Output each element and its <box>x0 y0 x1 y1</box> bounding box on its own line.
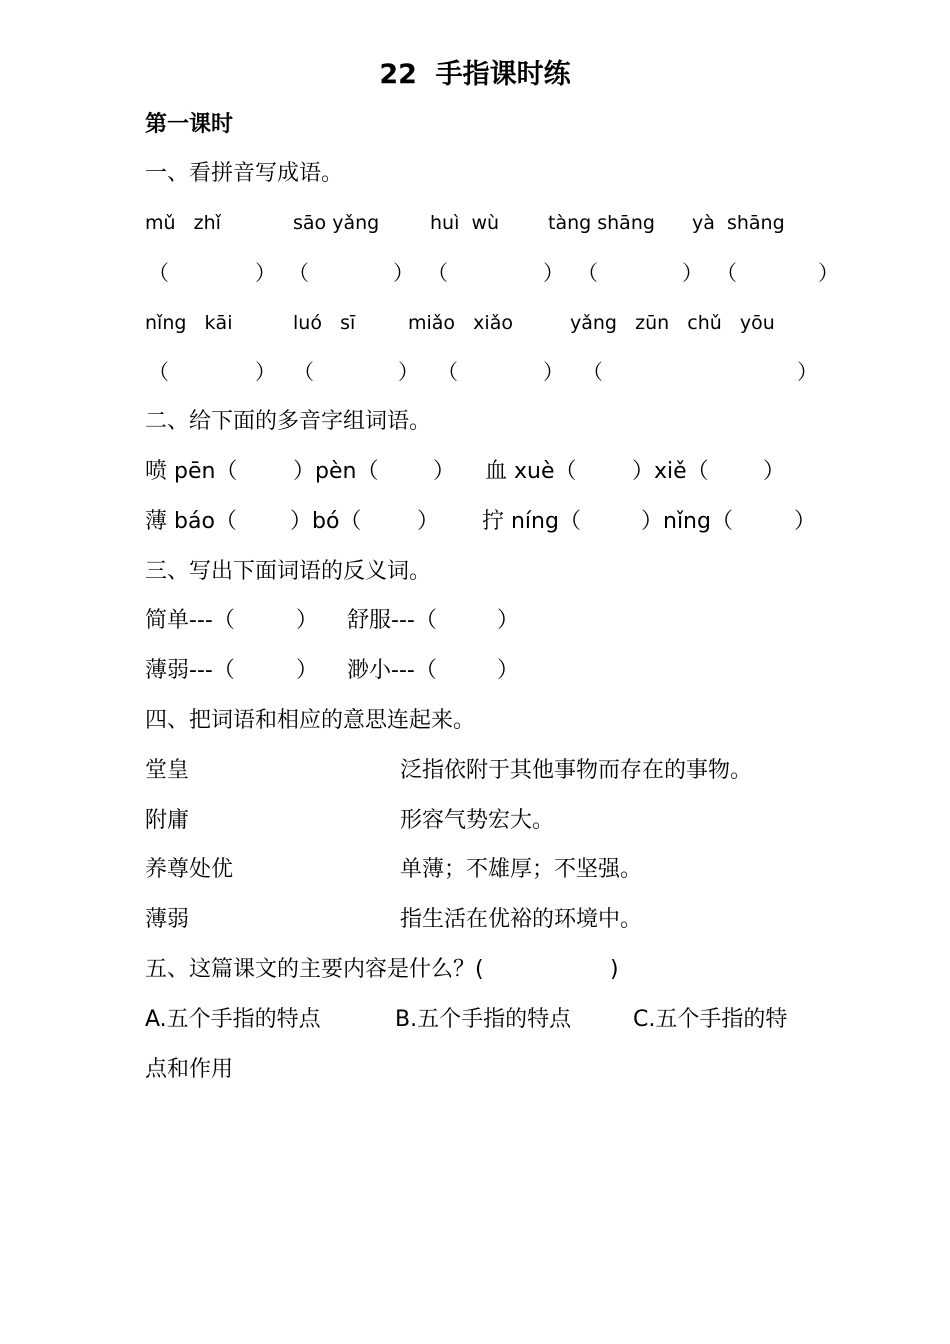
answer-blank-close: ） <box>255 261 276 285</box>
answer-blank-close: ） <box>797 360 818 384</box>
page-title: 22 手指课时练 <box>379 59 571 90</box>
option-a[interactable]: A.五个手指的特点 <box>145 1007 321 1032</box>
answer-blank-open[interactable]: （ <box>716 261 737 285</box>
polyphone-part: ） <box>417 509 440 534</box>
antonym-part: ） <box>296 608 319 633</box>
answer-close-paren: ) <box>610 957 619 982</box>
answer-blank-close: ） <box>543 360 564 384</box>
answer-blank-close: ） <box>682 261 703 285</box>
pinyin-item: yǎng zūn chǔ yōu <box>570 312 775 334</box>
antonym-part: 简单---（ <box>145 608 235 633</box>
pinyin-item: mǔ zhǐ <box>145 212 221 234</box>
antonym-part: ） <box>497 608 520 633</box>
polyphone-part: ）nǐng（ <box>641 509 733 534</box>
antonym-part: ） <box>497 658 520 683</box>
answer-blank-open[interactable]: （ <box>288 261 309 285</box>
polyphone-part: 喷 pēn（ <box>145 459 238 484</box>
polyphone-part: 血 xuè（ <box>485 459 577 484</box>
antonym-part: 舒服---（ <box>347 608 437 633</box>
match-word[interactable]: 堂皇 <box>145 758 190 783</box>
pinyin-item: huì wù <box>430 212 500 234</box>
section2-heading: 二、给下面的多音字组词语。 <box>145 409 432 434</box>
answer-blank-open[interactable]: （ <box>437 360 458 384</box>
section3-heading: 三、写出下面词语的反义词。 <box>145 559 432 584</box>
pinyin-item: tàng shāng <box>548 212 655 234</box>
pinyin-item: yà shāng <box>692 212 785 234</box>
answer-blank-open[interactable]: （ <box>293 360 314 384</box>
match-meaning[interactable]: 指生活在优裕的环境中。 <box>400 907 643 932</box>
lesson-subtitle: 第一课时 <box>145 112 234 137</box>
section4-heading: 四、把词语和相应的意思连起来。 <box>145 708 476 733</box>
match-meaning[interactable]: 形容气势宏大。 <box>400 808 555 833</box>
polyphone-part: ） <box>794 509 817 534</box>
answer-blank-open[interactable]: （ <box>582 360 603 384</box>
antonym-part: 薄弱---（ <box>145 658 235 683</box>
pinyin-item: sāo yǎng <box>293 212 380 234</box>
match-word[interactable]: 薄弱 <box>145 907 190 932</box>
match-meaning[interactable]: 泛指依附于其他事物而存在的事物。 <box>400 758 753 783</box>
polyphone-part: 拧 níng（ <box>482 509 581 534</box>
option-c-continuation: 点和作用 <box>145 1057 234 1082</box>
polyphone-part: ）bó（ <box>290 509 362 534</box>
answer-blank-open[interactable]: （ <box>577 261 598 285</box>
answer-blank-close: ） <box>543 261 564 285</box>
polyphone-part: 薄 báo（ <box>145 509 237 534</box>
antonym-part: 渺小---（ <box>347 658 437 683</box>
option-c[interactable]: C.五个手指的特 <box>633 1007 788 1032</box>
match-word[interactable]: 附庸 <box>145 808 190 833</box>
answer-blank-open[interactable]: （ <box>148 261 169 285</box>
pinyin-item: luó sī <box>293 312 356 334</box>
antonym-part: ） <box>296 658 319 683</box>
pinyin-item: nǐng kāi <box>145 312 233 334</box>
answer-blank-close: ） <box>393 261 414 285</box>
section1-heading: 一、看拼音写成语。 <box>145 161 344 186</box>
match-meaning[interactable]: 单薄；不雄厚；不坚强。 <box>400 857 643 882</box>
answer-blank-close: ） <box>255 360 276 384</box>
polyphone-part: ）pèn（ <box>293 459 379 484</box>
answer-blank-close: ） <box>818 261 839 285</box>
answer-blank-open[interactable]: （ <box>148 360 169 384</box>
pinyin-item: miǎo xiǎo <box>408 312 513 334</box>
answer-blank-close: ） <box>398 360 419 384</box>
polyphone-part: ） <box>433 459 456 484</box>
polyphone-part: ）xiě（ <box>632 459 709 484</box>
option-b[interactable]: B.五个手指的特点 <box>395 1007 572 1032</box>
section5-heading: 五、这篇课文的主要内容是什么？( <box>145 957 484 982</box>
match-word[interactable]: 养尊处优 <box>145 857 234 882</box>
polyphone-part: ） <box>763 459 786 484</box>
answer-blank-open[interactable]: （ <box>427 261 448 285</box>
